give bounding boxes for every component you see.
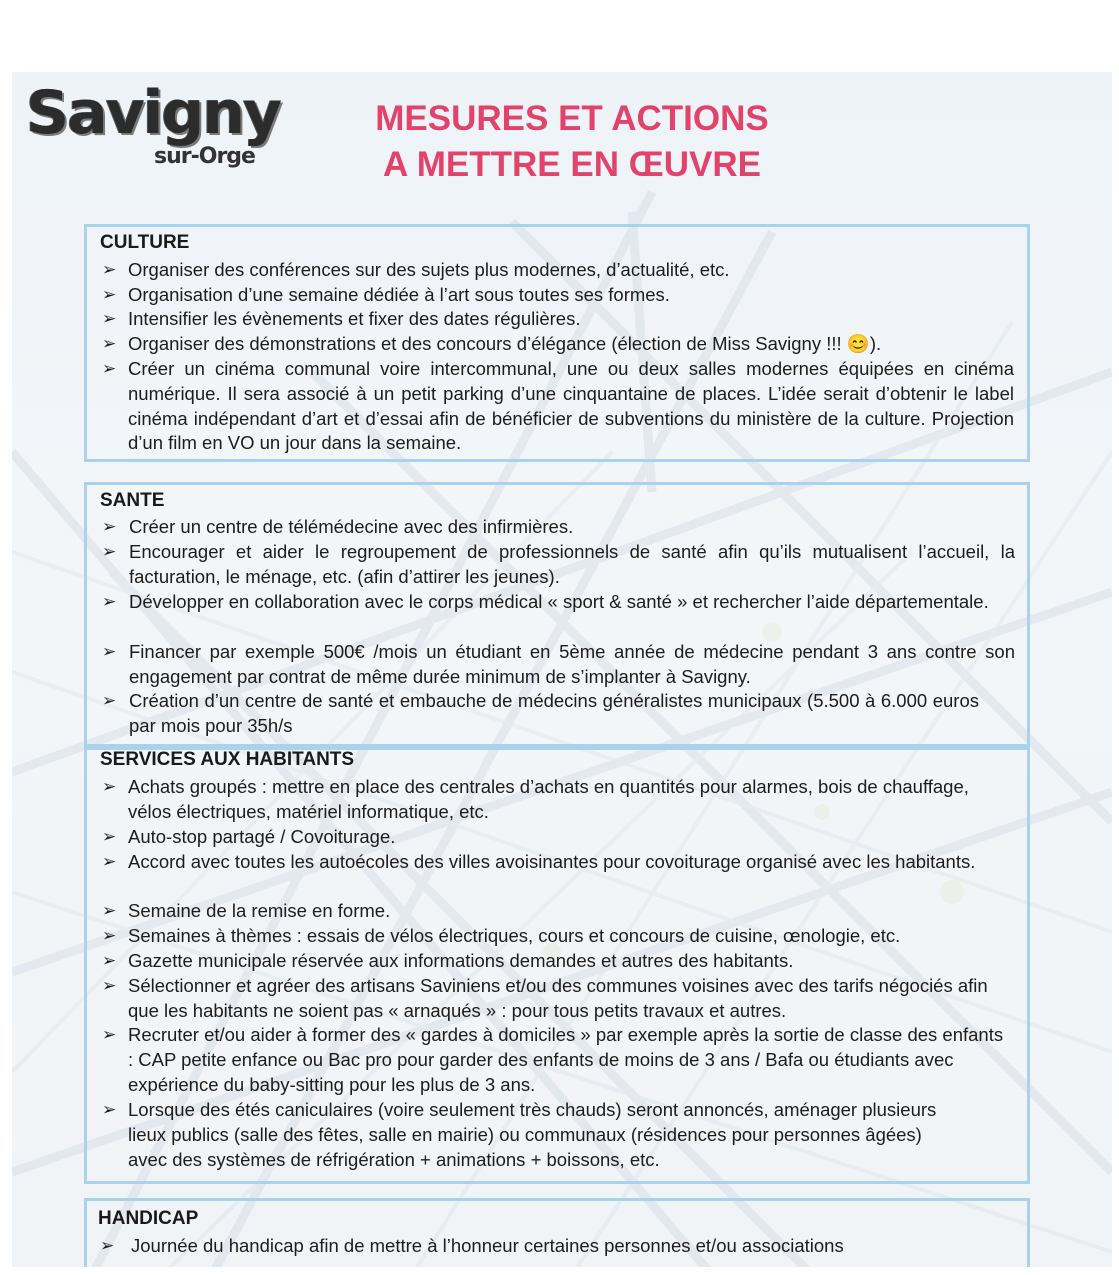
bullet-icon: ➢ — [102, 642, 117, 661]
bullet-icon: ➢ — [102, 827, 117, 846]
sante-heading: SANTE — [100, 490, 165, 511]
logo-wordmark: Savigny — [26, 78, 281, 148]
document-page — [12, 72, 1112, 1275]
bullet-icon: ➢ — [102, 260, 117, 279]
page-title — [322, 96, 822, 188]
bullet-icon: ➢ — [102, 951, 117, 970]
bullet-icon: ➢ — [102, 359, 117, 378]
bullet-icon: ➢ — [102, 334, 117, 353]
bullet-icon: ➢ — [102, 852, 117, 871]
logo-subtitle: sur-Orge — [154, 144, 255, 169]
services-item-1: Achats groupés : mettre en place des centrales d’achats en quantités pour alarmes, bois de chauffage, vélos électriques, matériel informatique, etc. — [128, 776, 969, 822]
bullet-icon: ➢ — [102, 1025, 117, 1044]
handicap-item-1: Journée du handicap afin de mettre à l’honneur certaines personnes et/ou associations — [131, 1235, 844, 1256]
culture-heading: CULTURE — [100, 232, 190, 253]
bullet-icon: ➢ — [100, 1236, 115, 1255]
bullet-icon: ➢ — [102, 285, 117, 304]
sante-item-2: Encourager et aider le regroupement de professionnels de santé afin qu’ils mutualisent l’accueil, la facturation, le ménage, etc. (afin d’attirer les jeunes). — [129, 541, 1015, 587]
services-item-8: Recruter et/ou aider à former des « gardes à domiciles » par exemple après la sortie de classe des enfants : CAP petite enfance ou Bac pro pour garder des enfants de moins de 3 ans / Bafa ou étudiants avec expérience du baby-sitting pour les plus de 3 ans. — [128, 1024, 1004, 1095]
bullet-icon: ➢ — [102, 309, 117, 328]
services-item-2: Auto-stop partagé / Covoiturage. — [128, 826, 396, 847]
bullet-icon: ➢ — [102, 901, 117, 920]
bullet-icon: ➢ — [102, 976, 117, 995]
services-item-5: Semaines à thèmes : essais de vélos électriques, cours et concours de cuisine, œnologie, etc. — [128, 925, 901, 946]
page-title-line-2: A METTRE EN ŒUVRE — [383, 145, 761, 184]
sante-item-5: Création d’un centre de santé et embauche de médecins généralistes municipaux (5.500 à 6.000 euros par mois pour 35h/s — [129, 690, 979, 736]
bullet-icon: ➢ — [102, 517, 117, 536]
services-item-7: Sélectionner et agréer des artisans Saviniens et/ou des communes voisines avec des tarifs négociés afin que les habitants ne soient pas « arnaqués » : pour tous petits travaux et autres. — [128, 975, 988, 1021]
services-item-6: Gazette municipale réservée aux informations demandes et autres des habitants. — [128, 950, 794, 971]
bullet-icon: ➢ — [102, 1100, 117, 1119]
bullet-icon: ➢ — [102, 691, 117, 710]
culture-item-1: Organiser des conférences sur des sujets plus modernes, d’actualité, etc. — [128, 259, 730, 280]
page-title-line-1: MESURES ET ACTIONS — [375, 99, 769, 138]
sante-item-4: Financer par exemple 500€ /mois un étudiant en 5ème année de médecine pendant 3 ans contre son engagement par contrat de même durée minimum de s’implanter à Savigny. — [129, 641, 1015, 687]
sante-item-1: Créer un centre de télémédecine avec des infirmières. — [129, 516, 574, 537]
services-item-9: Lorsque des étés caniculaires (voire seulement très chauds) seront annoncés, aménager plusieurs lieux publics (salle des fêtes, salle en mairie) ou communaux (résidences pour personnes âgées) avec des systèmes de réfrigération + animations + boissons, etc. — [128, 1099, 937, 1170]
culture-item-2: Organisation d’une semaine dédiée à l’art sous toutes ses formes. — [128, 284, 670, 305]
sante-item-3: Développer en collaboration avec le corps médical « sport & santé » et rechercher l’aide départementale. — [129, 591, 989, 612]
page-bottom-edge — [0, 1267, 1119, 1275]
culture-item-5: Créer un cinéma communal voire intercommunal, une ou deux salles modernes équipées en cinéma numérique. Il sera associé à un petit parking d’une cinquantaine de places. L’idée serait d’obtenir le label cinéma indépendant d’art et d’essai afin de bénéficier de subventions du ministère de la culture. Projection d’un film en VO un jour dans la semaine. — [128, 358, 1014, 454]
bullet-icon: ➢ — [102, 926, 117, 945]
bullet-icon: ➢ — [102, 592, 117, 611]
services-heading: SERVICES AUX HABITANTS — [100, 749, 355, 770]
bullet-icon: ➢ — [102, 542, 117, 561]
town-logo — [26, 78, 286, 183]
services-item-4: Semaine de la remise en forme. — [128, 900, 391, 921]
culture-item-4: Organiser des démonstrations et des concours d’élégance (élection de Miss Savigny !!! 😊). — [128, 333, 882, 354]
services-item-3: Accord avec toutes les autoécoles des villes avoisinantes pour covoiturage organisé avec les habitants. — [128, 851, 976, 872]
bullet-icon: ➢ — [102, 777, 117, 796]
handicap-heading: HANDICAP — [98, 1208, 199, 1229]
culture-item-3: Intensifier les évènements et fixer des dates régulières. — [128, 308, 581, 329]
